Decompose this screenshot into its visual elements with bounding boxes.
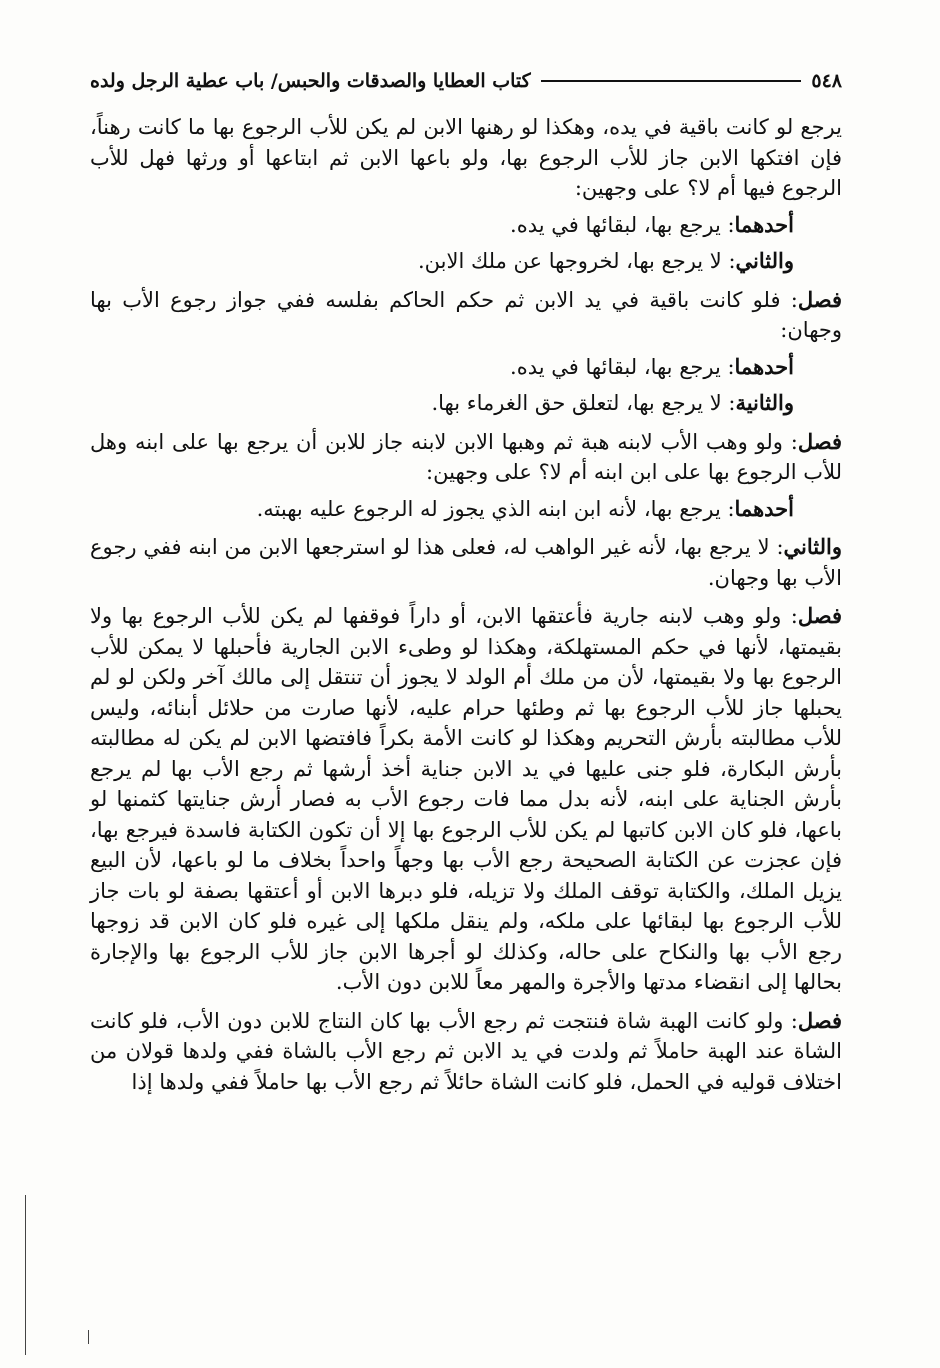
opinion-label: أحدهما xyxy=(734,211,794,237)
opinion-first: أحدهما: يرجع بها، لأنه ابن ابنه الذي يجوز له الرجوع عليه بهبته. xyxy=(256,495,794,521)
opinion-second: والثانية: لا يرجع بها، لتعلق حق الغرماء بها. xyxy=(431,390,794,415)
opinion-label: والثاني xyxy=(735,248,794,273)
section-label: فصل xyxy=(797,603,842,628)
page-number: ٥٤٨ xyxy=(811,70,842,92)
document-page xyxy=(90,58,842,1348)
running-title: كتاب العطايا والصدقات والحبس/ باب عطية الرجل ولده xyxy=(90,70,531,92)
opinion-label: أحدهما xyxy=(734,353,794,379)
page-header xyxy=(90,58,842,92)
opinion-label: والثاني xyxy=(783,534,842,559)
section-fasl: فصل: فلو كانت باقية في يد الابن ثم حكم الحاكم بفلسه ففي جواز رجوع الأب بها وجهان: xyxy=(90,286,842,342)
opinion-first: أحدهما: يرجع بها، لبقائها في يده. xyxy=(510,353,794,379)
scan-margin-line xyxy=(25,1195,26,1355)
section-label: فصل xyxy=(797,286,842,312)
section-fasl: فصل: ولو كانت الهبة شاة فنتجت ثم رجع الأب بها كان النتاج للابن دون الأب، فلو كانت الشاة عند الهبة حاملاً ثم ولدت في يد الابن ثم رجع الأب بالشاة ففي ولدها قولان من اختلاف قوليه في الحمل، فلو كانت الشاة حائلاً ثم رجع الأب بها حاملاً ففي ولدها إذا xyxy=(90,1007,842,1094)
opinion-second: والثاني: لا يرجع بها، لخروجها عن ملك الابن. xyxy=(417,248,794,273)
section-label: فصل xyxy=(797,1007,842,1033)
body-text xyxy=(90,112,842,1097)
opinion-label: والثانية xyxy=(735,390,794,415)
section-label: فصل xyxy=(797,428,842,454)
paragraph-continuation: يرجع لو كانت باقية في يده، وهكذا لو رهنها الابن لم يكن للأب الرجوع بها ما كانت رهناً، فإن افتكها الابن جاز للأب الرجوع بها، ولو باعها الابن ثم ابتاعها أو ورثها فهل للأب الرجوع فيها أم لا؟ على وجهين: xyxy=(90,115,842,200)
section-fasl: فصل: ولو وهب لابنه جارية فأعتقها الابن، أو داراً فوقفها لم يكن للأب الرجوع بها ولا بقيمتها، لأنها في حكم المستهلكة، وهكذا لو وطىء الابن الجارية فأحبلها لا يمكن للأب الرجوع بها ولا بقيمتها، لأن من ملك أم الولد لا يجوز أن تنتقل إلى مالك آخر ولكن لو لم يحبلها جاز للأب الرجوع بها ثم وطئها حرام عليه، لأنها صارت من حلائل أبنائه، وليس للأب مطالبته بأرش التحريم وهكذا لو كانت الأمة بكراً فافتضها الابن لم يكن له مطالبته بأرش البكارة، فلو جنى عليها في يد الابن جناية أخذ أرشها ثم رجع الأب بها لم يرجع بأرش الجناية على ابنه، لأنه بدل مما فات رجوع الأب به فصار أرش جنايتها كثمنها لو باعها، فلو كان الابن كاتبها لم يكن للأب الرجوع بها إلا أن تكون الكتابة فاسدة فيرجع بها، فإن عجزت عن الكتابة الصحيحة رجع الأب بها وجهاً واحداً بخلاف ما لو باعها، لأن البيع يزيل الملك، والكتابة توقف الملك ولا تزيله، فلو دبرها الابن أو أعتقها بصفة لو بات جاز للأب الرجوع بها لبقائها على ملكه، ولم ينقل ملكها إلى غيره فلو كان الابن قد زوجها رجع الأب بها والنكاح على حاله، وكذلك لو أجرها الابن جاز للأب الرجوع بها والإجارة بحالها إلى انقضاء مدتها والأجرة والمهر معاً للابن دون الأب. xyxy=(90,603,843,994)
scan-margin-tick xyxy=(88,1330,89,1344)
section-fasl: فصل: ولو وهب الأب لابنه هبة ثم وهبها الابن لابنه جاز للابن أن يرجع بها على ابنه وهل للأب الرجوع بها على ابن ابنه أم لا؟ على وجهين: xyxy=(90,428,842,484)
opinion-second: والثاني: لا يرجع بها، لأنه غير الواهب له، فعلى هذا لو استرجعها الابن من ابنه ففي رجوع الأب بها وجهان. xyxy=(90,534,842,590)
opinion-label: أحدهما xyxy=(734,495,794,521)
header-rule xyxy=(541,80,802,82)
opinion-first: أحدهما: يرجع بها، لبقائها في يده. xyxy=(510,211,794,237)
